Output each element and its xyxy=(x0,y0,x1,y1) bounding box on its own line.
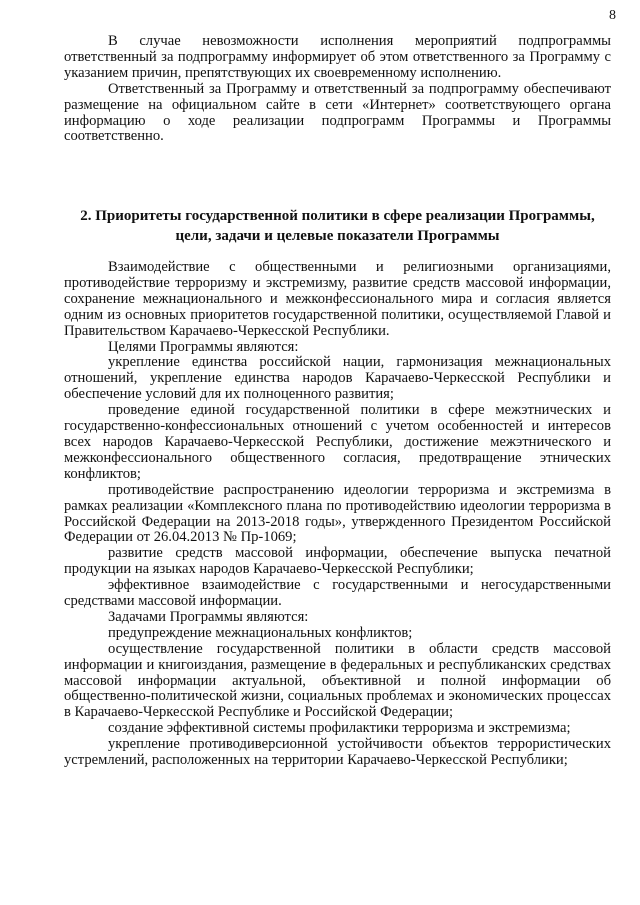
page-number: 8 xyxy=(609,8,616,23)
section-heading xyxy=(64,206,611,246)
paragraph: осуществление государственной политики в области средств массовой информации и книгоиздания, размещение в федеральных и республиканских средствах массовой информации актуальной, объективной и полной информации об общественно-политической жизни, социальных проблемах и экономических процессах в Карачаево-Черкесской Республике и Российской Федерации; xyxy=(64,640,611,721)
paragraph: Взаимодействие с общественными и религиозными организациями, противодействие терроризму и экстремизму, развитие средств массовой информации, сохранение межнационального и межконфессионального мира и согласия является одним из основных приоритетов государственной политики, осуществляемой Главой и Правительством Карачаево-Черкесской Республики. xyxy=(64,259,611,339)
paragraph: развитие средств массовой информации, обеспечение выпуска печатной продукции на языках народов Карачаево-Черкесской Республики; xyxy=(64,545,611,578)
paragraph: В случае невозможности исполнения мероприятий подпрограммы ответственный за подпрограмму информирует об этом ответственного за Программу с указанием причин, препятствующих их своевременному исполнению. xyxy=(64,33,611,81)
section-title-line: 2. Приоритеты государственной политики в сфере реализации Программы, xyxy=(80,208,595,224)
paragraph: противодействие распространению идеологии терроризма и экстремизма в рамках реализации «Комплексного плана по противодействию идеологии терроризма в Российской Федерации на 2013-2018 годы», утвержденного Президентом Российской Федерации от 26.04.2013 № Пр-1069; xyxy=(64,481,611,546)
intro-text xyxy=(64,34,611,145)
paragraph: эффективное взаимодействие с государственными и негосударственными средствами массовой информации. xyxy=(64,577,611,610)
section-body xyxy=(64,260,611,769)
paragraph: Задачами Программы являются: xyxy=(108,608,309,625)
section-title-line: цели, задачи и целевые показатели Программы xyxy=(175,228,500,244)
paragraph: проведение единой государственной политики в сфере межэтнических и государственно-конфессиональных отношений с учетом особенностей и интересов всех народов Карачаево-Черкесской Республики, достижение межэтнического и межконфессионального общественного согласия, предотвращение этнических конфликтов; xyxy=(64,402,611,482)
paragraph: Целями Программы являются: xyxy=(108,338,299,355)
paragraph: укрепление единства российской нации, гармонизация межнациональных отношений, укрепление единства народов Карачаево-Черкесской Республики и обеспечение условий для их полноценного развития; xyxy=(64,354,611,403)
paragraph: создание эффективной системы профилактики терроризма и экстремизма; xyxy=(108,720,571,737)
paragraph: Ответственный за Программу и ответственный за подпрограмму обеспечивают размещение на официальном сайте в сети «Интернет» соответствующего органа информацию о ходе реализации подпрограмм Программы и Программы соответственно. xyxy=(64,80,611,145)
paragraph: предупреждение межнациональных конфликтов; xyxy=(108,624,413,641)
paragraph: укрепление противодиверсионной устойчивости объектов террористических устремлений, расположенных на территории Карачаево-Черкесской Республики; xyxy=(64,736,611,769)
